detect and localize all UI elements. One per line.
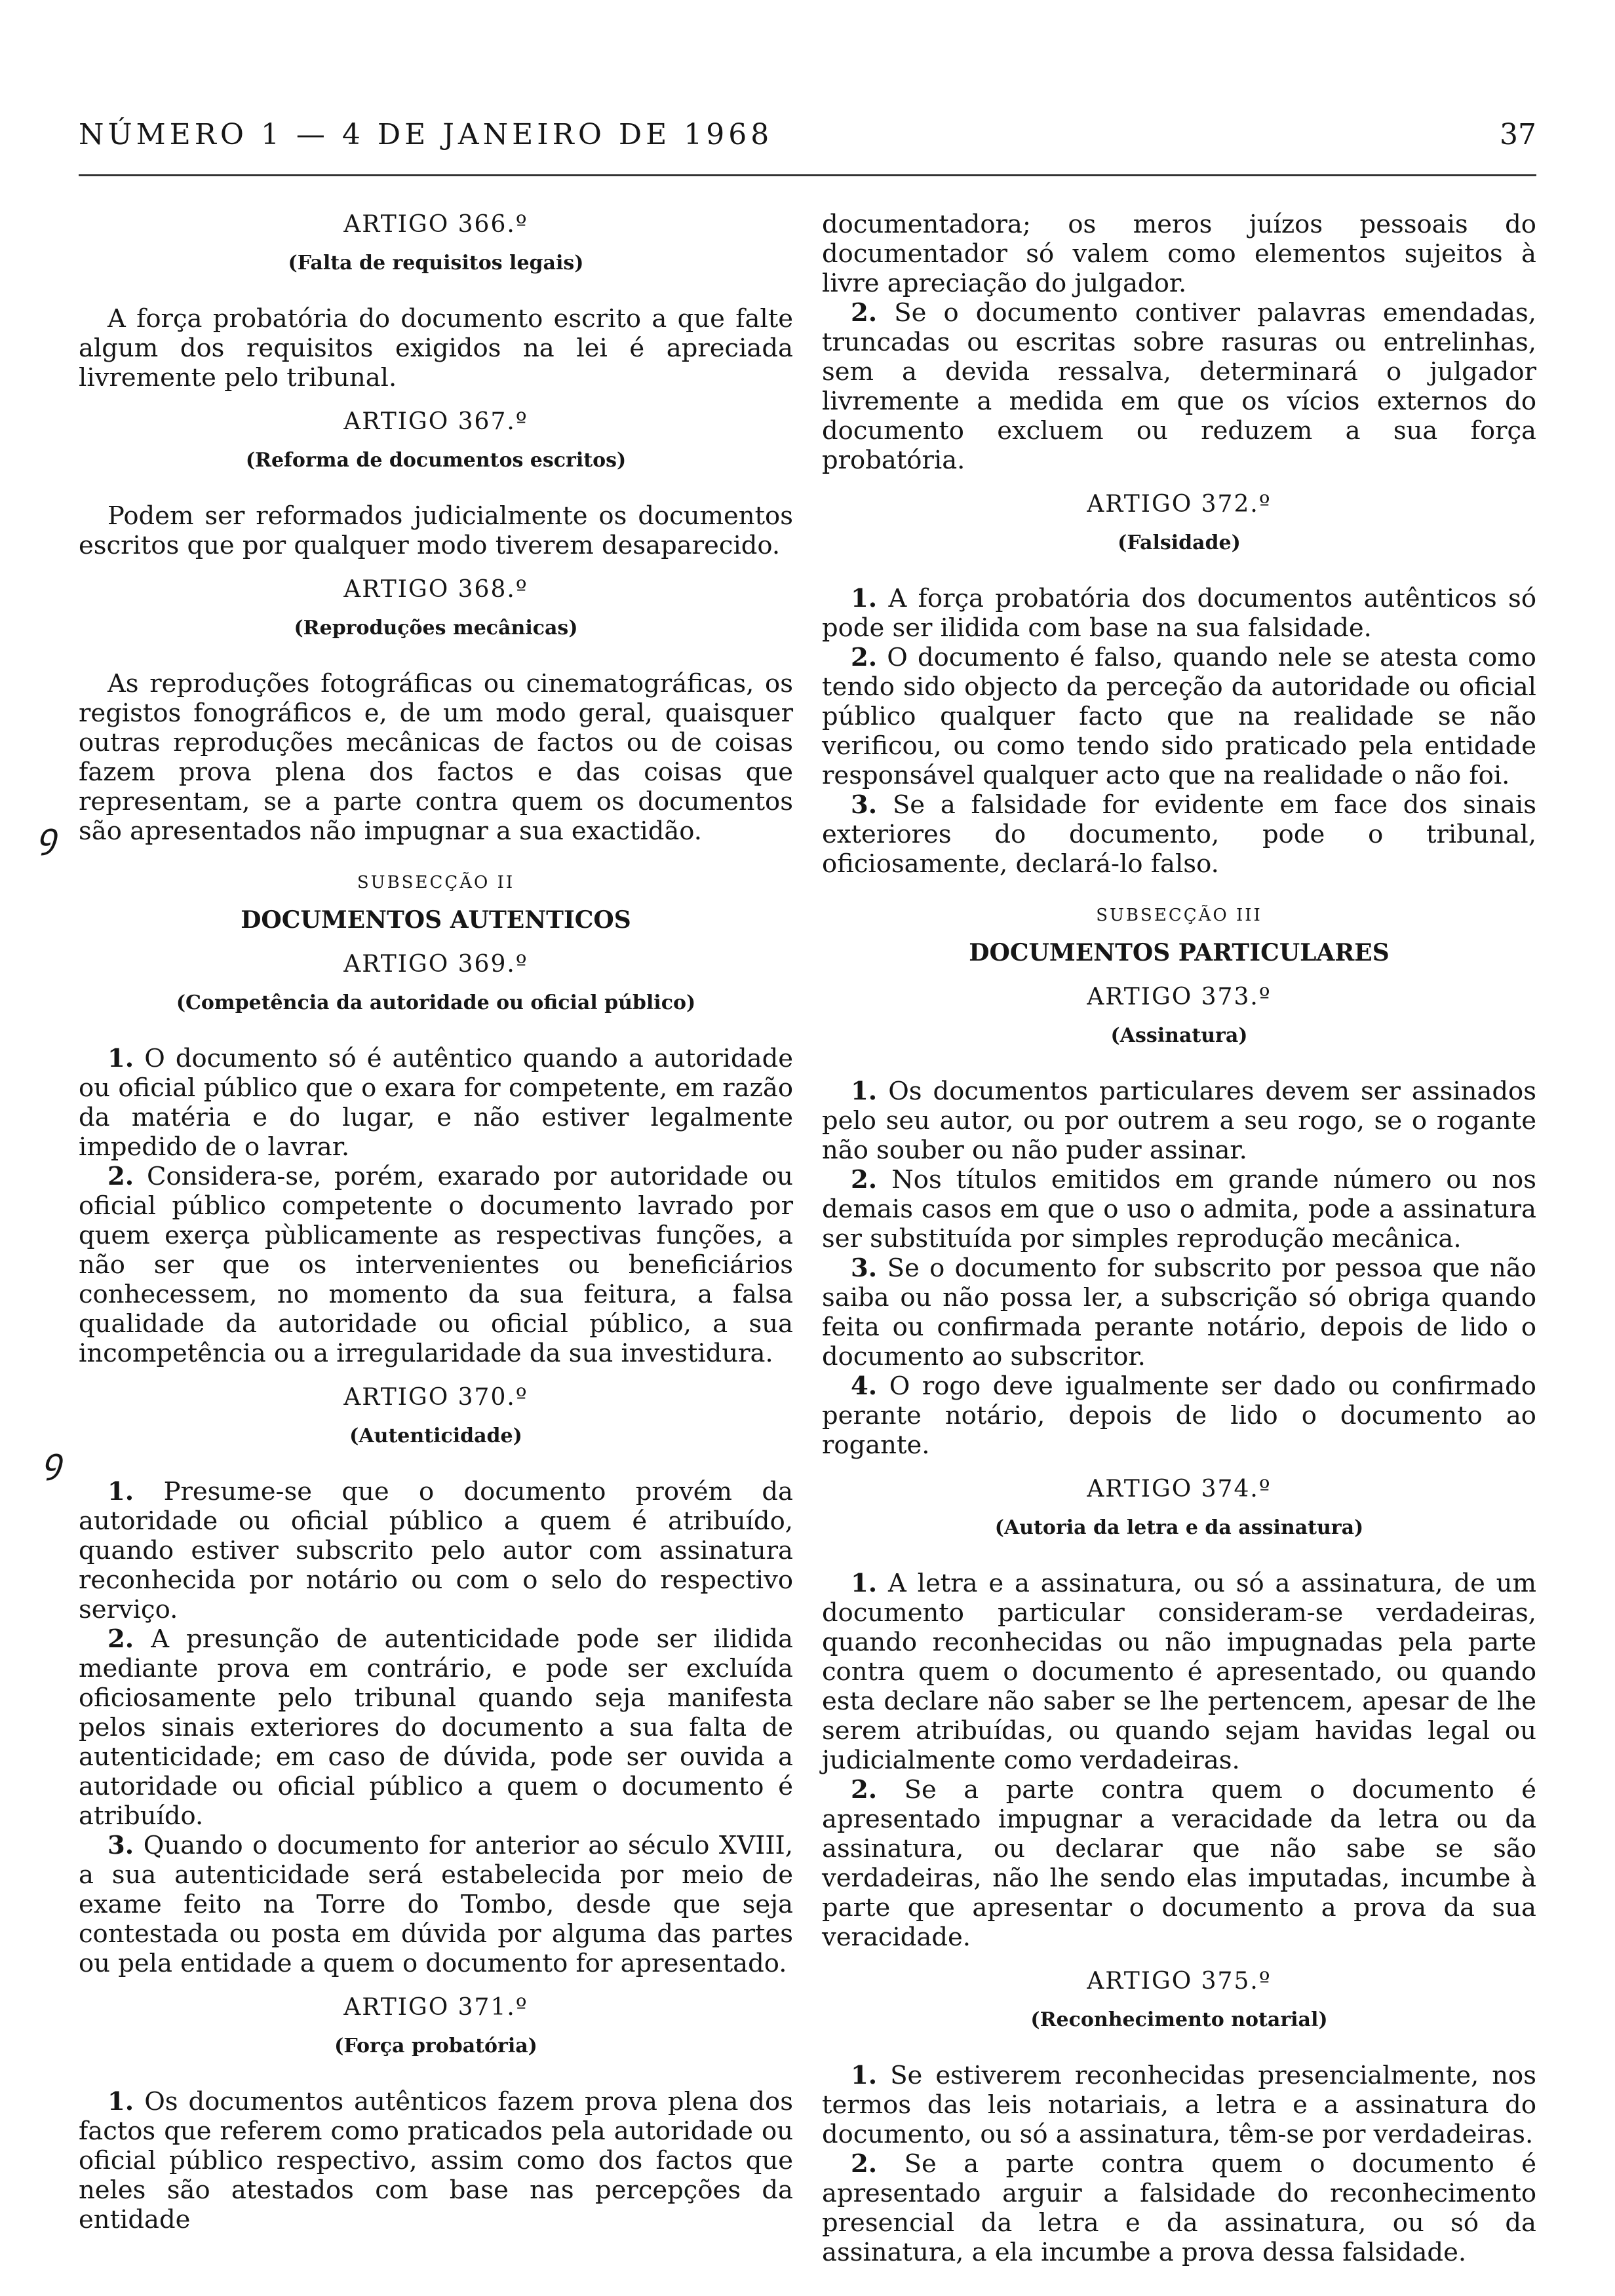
paragraph-number: 3.: [107, 1831, 134, 1860]
article-375-paragraph-2: [822, 2149, 1536, 2267]
article-371-continuation: documentadora; os meros juízos pessoais do documentador só valem como elementos sujeitos à livre apreciação do julgador.: [822, 210, 1536, 298]
article-370-paragraph-3: [79, 1831, 793, 1978]
paragraph-text: A força probatória dos documentos autênticos só pode ser ilidida com base na sua falsidade.: [822, 584, 1536, 643]
article-374-subtitle: (Autoria da letra e da assinatura): [994, 1516, 1364, 1539]
page-number: 37: [1500, 118, 1536, 151]
paragraph-text: Quando o documento for anterior ao século XVIII, a sua autenticidade será estabelecida por meio de exame feito na Torre do Tombo, desde que seja contestada ou posta em dúvida por alguma das partes ou pela entidade a quem o documento for apresentado.: [79, 1831, 793, 1978]
article-372-subtitle: (Falsidade): [1118, 531, 1241, 554]
article-369-paragraph-2: [79, 1162, 793, 1368]
article-373-paragraph-3: [822, 1253, 1536, 1371]
paragraph-text: O documento só é autêntico quando a autoridade ou oficial público que o exara for competente, em razão da matéria e do lugar, e não estiver legalmente impedido de o lavrar.: [79, 1044, 793, 1162]
article-371-heading: ARTIGO 371.º: [343, 1994, 528, 2021]
paragraph-text: Presume-se que o documento provém da autoridade ou oficial público a quem é atribuído, quando estiver subscrito pelo autor com assinatura reconhecida por notário ou com o selo do respectivo serviço.: [79, 1477, 793, 1624]
paragraph-text: Se a parte contra quem o documento é apresentado impugnar a veracidade da letra ou da assinatura, ou declarar que não sabe se são verdadeiras, não lhe sendo elas imputadas, incumbe à parte que apresentar o documento a prova da sua veracidade.: [822, 1775, 1536, 1952]
article-368-subtitle: (Reproduções mecânicas): [294, 617, 578, 640]
paragraph-number: 3.: [851, 790, 878, 820]
subsection-iii-label: SUBSECÇÃO III: [1096, 906, 1262, 925]
paragraph-number: 1.: [107, 1477, 134, 1506]
paragraph-text: Se estiverem reconhecidas presencialmente, nos termos das leis notariais, a letra e a assinatura do documento, ou só a assinatura, têm-se por verdadeiras.: [822, 2061, 1536, 2149]
paragraph-text: O rogo deve igualmente ser dado ou confirmado perante notário, depois de lido o documento ao rogante.: [822, 1371, 1536, 1460]
paragraph-number: 4.: [851, 1371, 878, 1401]
paragraph-text: A presunção de autenticidade pode ser ilidida mediante prova em contrário, e pode ser excluída oficiosamente pelo tribunal quando seja manifesta pelos sinais exteriores do documento a sua falta de autenticidade; em caso de dúvida, pode ser ouvida a autoridade ou oficial público a quem o documento é atribuído.: [79, 1624, 793, 1831]
article-366-heading: ARTIGO 366.º: [343, 211, 528, 238]
paragraph-number: 1.: [851, 584, 878, 613]
article-372-paragraph-2: [822, 643, 1536, 790]
article-375-subtitle: (Reconhecimento notarial): [1030, 2008, 1328, 2031]
article-368-heading: ARTIGO 368.º: [343, 576, 528, 603]
article-373-heading: ARTIGO 373.º: [1087, 984, 1272, 1010]
paragraph-text: Se o documento contiver palavras emendadas, truncadas ou escritas sobre rasuras ou entrelinhas, sem a devida ressalva, determinará o julgador livremente a medida em que os vícios externos do documento excluem ou reduzem a sua força probatória.: [822, 298, 1536, 475]
article-372-paragraph-3: [822, 790, 1536, 879]
article-370-paragraph-1: [79, 1477, 793, 1624]
paragraph-number: 1.: [107, 2087, 134, 2116]
article-369-subtitle: (Competência da autoridade ou oficial público): [176, 991, 696, 1014]
paragraph-number: 3.: [851, 1253, 878, 1283]
article-367-subtitle: (Reforma de documentos escritos): [245, 449, 627, 472]
paragraph-number: 1.: [851, 1569, 878, 1598]
article-372-paragraph-1: [822, 584, 1536, 643]
article-372-heading: ARTIGO 372.º: [1087, 491, 1272, 518]
article-375-paragraph-1: [822, 2061, 1536, 2149]
paragraph-number: 1.: [107, 1044, 134, 1073]
paragraph-text: Os documentos autênticos fazem prova plena dos factos que referem como praticados pela autoridade ou oficial público respectivo, assim como dos factos que neles são atestados com base nas percepções da entidade: [79, 2087, 793, 2234]
paragraph-number: 2.: [851, 643, 878, 672]
article-370-paragraph-2: [79, 1624, 793, 1831]
article-373-paragraph-1: [822, 1077, 1536, 1165]
article-374-paragraph-1: [822, 1569, 1536, 1775]
paragraph-number: 1.: [851, 1077, 878, 1106]
article-368-text: As reproduções fotográficas ou cinematográficas, os registos fonográficos e, de um modo geral, quaisquer outras reproduções mecânicas de factos ou de coisas fazem prova plena dos factos e das coisas que representam, se a parte contra quem os documentos são apresentados não impugnar a sua exactidão.: [79, 669, 793, 846]
margin-pen-mark-1: ꝯ: [37, 816, 57, 856]
article-371-subtitle: (Força probatória): [334, 2035, 537, 2057]
paragraph-number: 2.: [851, 2149, 878, 2179]
article-369-paragraph-1: [79, 1044, 793, 1162]
paragraph-number: 2.: [851, 1165, 878, 1195]
article-370-heading: ARTIGO 370.º: [343, 1384, 528, 1411]
paragraph-text: Considera-se, porém, exarado por autoridade ou oficial público competente o documento lavrado por quem exerça pùblicamente as respectivas funções, a não ser que os intervenientes ou beneficiários conhecessem, no momento da sua feitura, a falsa qualidade da autoridade ou oficial público, a sua incompetência ou a irregularidade da sua investidura.: [79, 1162, 793, 1368]
header-divider: [79, 174, 1536, 176]
left-column: [79, 210, 793, 2234]
article-367-heading: ARTIGO 367.º: [343, 408, 528, 435]
subsection-ii-title: DOCUMENTOS AUTENTICOS: [241, 906, 631, 934]
paragraph-number: 2.: [107, 1162, 134, 1191]
paragraph-text: Nos títulos emitidos em grande número ou nos demais casos em que o uso o admita, pode a assinatura ser substituída por simples reprodução mecânica.: [822, 1165, 1536, 1253]
article-375-heading: ARTIGO 375.º: [1087, 1968, 1272, 1995]
paragraph-number: 2.: [107, 1624, 134, 1654]
paragraph-number: 2.: [851, 1775, 878, 1805]
article-373-paragraph-4: [822, 1371, 1536, 1460]
article-366-subtitle: (Falta de requisitos legais): [288, 252, 584, 275]
issue-title: NÚMERO 1 — 4 DE JANEIRO DE 1968: [79, 118, 773, 151]
paragraph-text: Se a falsidade for evidente em face dos sinais exteriores do documento, pode o tribunal, oficiosamente, declará-lo falso.: [822, 790, 1536, 879]
subsection-iii-title: DOCUMENTOS PARTICULARES: [969, 939, 1390, 966]
article-374-heading: ARTIGO 374.º: [1087, 1476, 1272, 1502]
article-373-paragraph-2: [822, 1165, 1536, 1253]
paragraph-text: Se o documento for subscrito por pessoa que não saiba ou não possa ler, a subscrição só obriga quando feita ou confirmada perante notário, depois de lido o documento ao subscritor.: [822, 1253, 1536, 1371]
article-370-subtitle: (Autenticidade): [349, 1425, 522, 1447]
paragraph-text: A letra e a assinatura, ou só a assinatura, de um documento particular consideram-se verdadeiras, quando reconhecidas ou não impugnadas pela parte contra quem o documento é apresentado, ou quando esta declare não saber se lhe pertencem, apesar de lhe serem atribuídas, ou quando sejam havidas legal ou judicialmente como verdadeiras.: [822, 1569, 1536, 1775]
article-369-heading: ARTIGO 369.º: [343, 951, 528, 978]
article-374-paragraph-2: [822, 1775, 1536, 1952]
right-column: [822, 210, 1536, 2267]
paragraph-text: O documento é falso, quando nele se atesta como tendo sido objecto da perceção da autoridade ou oficial público qualquer facto que na realidade se não verificou, ou como tendo sido praticado pela entidade responsável qualquer acto que na realidade o não foi.: [822, 643, 1536, 790]
paragraph-number: 2.: [851, 298, 878, 328]
paragraph-text: Os documentos particulares devem ser assinados pelo seu autor, ou por outrem a seu rogo, se o rogante não souber ou não puder assinar.: [822, 1077, 1536, 1165]
paragraph-number: 1.: [851, 2061, 878, 2090]
article-371-paragraph-1: [79, 2087, 793, 2234]
article-371-paragraph-2: [822, 298, 1536, 475]
margin-pen-mark-2: ꝯ: [42, 1442, 62, 1481]
page-header: [79, 118, 1536, 157]
article-366-text: A força probatória do documento escrito a que falte algum dos requisitos exigidos na lei é apreciada livremente pelo tribunal.: [79, 304, 793, 392]
article-373-subtitle: (Assinatura): [1110, 1024, 1248, 1047]
paragraph-text: Se a parte contra quem o documento é apresentado arguir a falsidade do reconhecimento presencial da letra e da assinatura, ou só da assinatura, a ela incumbe a prova dessa falsidade.: [822, 2149, 1536, 2267]
article-367-text: Podem ser reformados judicialmente os documentos escritos que por qualquer modo tiverem desaparecido.: [79, 501, 793, 560]
subsection-ii-label: SUBSECÇÃO II: [357, 873, 515, 892]
